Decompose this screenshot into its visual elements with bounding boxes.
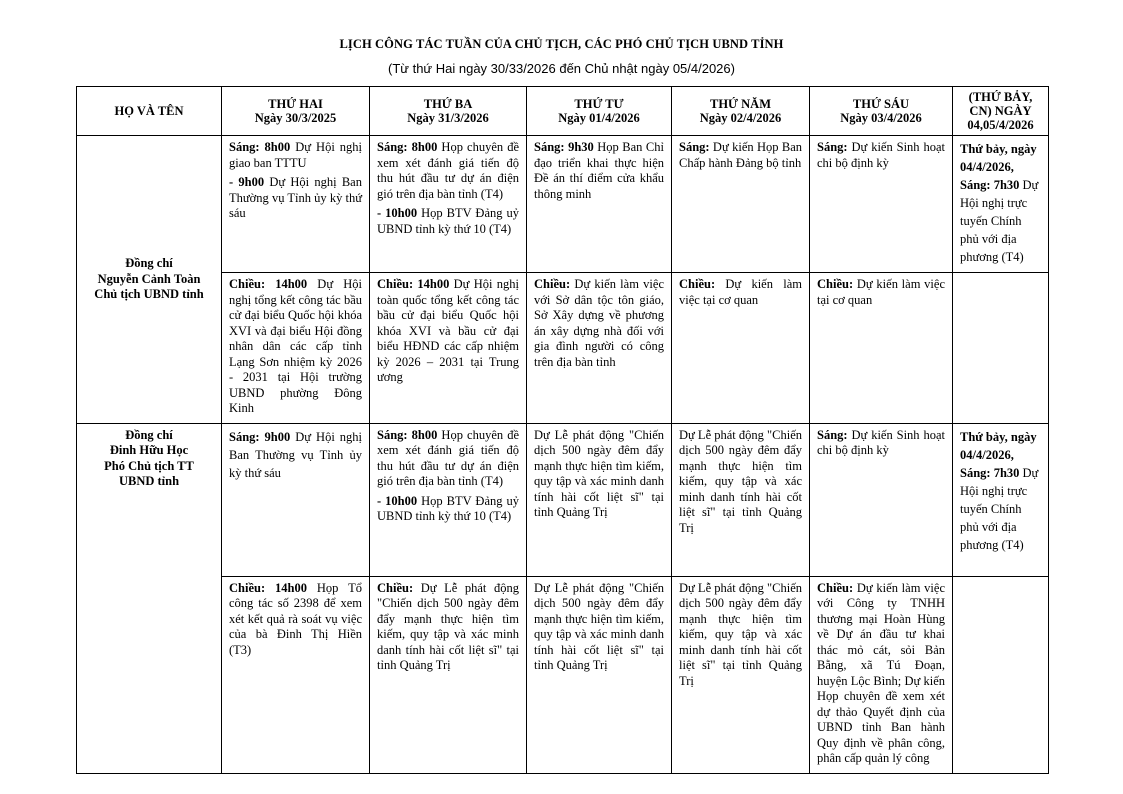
schedule-cell: Sáng: 9h30 Họp Ban Chỉ đạo triển khai thực hiện Đề án thí điểm cửa khẩu thông minh	[527, 136, 672, 273]
table-row	[77, 423, 1049, 576]
header-wednesday	[527, 87, 672, 136]
schedule-cell: Thứ bảy, ngày 04/4/2026, Sáng: 7h30 Dự Hội nghị trực tuyến Chính phủ với địa phương (T4)	[953, 423, 1049, 576]
schedule-cell: Sáng: 9h00 Dự Hội nghị Ban Thường vụ Tỉnh ủy kỳ thứ sáu	[222, 423, 370, 576]
header-day: THỨ NĂM	[710, 97, 771, 111]
person-name-cell	[77, 423, 222, 773]
table-row	[77, 576, 1049, 773]
schedule-cell: Chiều: Dự kiến làm việc tại cơ quan	[810, 273, 953, 424]
schedule-cell: Sáng: Dự kiến Sinh hoạt chi bộ định kỳ	[810, 423, 953, 576]
header-date: Ngày 02/4/2026	[699, 111, 782, 125]
person-position: Phó Chủ tịch TT	[104, 458, 194, 473]
table-row	[77, 136, 1049, 273]
person-name-cell	[77, 136, 222, 424]
page-subtitle: (Từ thứ Hai ngày 30/33/2026 đến Chủ nhật ngày 05/4/2026)	[388, 61, 735, 76]
schedule-cell: Sáng: Dự kiến Họp Ban Chấp hành Đảng bộ tỉnh	[672, 136, 810, 273]
schedule-cell: Chiều: Dự kiến làm việc với Công ty TNHH thương mại Hoàn Hùng về Dự án đầu tư khai thác mỏ cát, sỏi Bản Bằng, xã Tú Đoạn, huyện Lộc Bình; Dự kiến Họp chuyên đề xem xét dự thảo Quyết định của UBND tỉnh Ban hành Quy định về phân công, phân cấp quản lý công	[810, 576, 953, 773]
header-day: (THỨ BẢY, CN) NGÀY	[968, 90, 1033, 118]
header-day: THỨ TƯ	[574, 97, 624, 111]
person-name: Nguyễn Cảnh Toàn	[97, 271, 201, 286]
schedule-cell-empty	[953, 576, 1049, 773]
schedule-cell: Dự Lễ phát động "Chiến dịch 500 ngày đêm đẩy mạnh thực hiện tìm kiếm, quy tập và xác minh danh tính hài cốt liệt sĩ" tại tỉnh Quảng Trị	[527, 576, 672, 773]
header-tuesday	[370, 87, 527, 136]
header-thursday	[672, 87, 810, 136]
header-date: Ngày 01/4/2026	[558, 111, 640, 125]
schedule-cell: Sáng: Dự kiến Sinh hoạt chi bộ định kỳ	[810, 136, 953, 273]
schedule-cell: Sáng: 8h00 Họp chuyên đề xem xét đánh giá tiến độ thu hút đầu tư dự án điện gió trên địa bàn tỉnh (T4) - 10h00 Họp BTV Đảng uỷ UBND tỉnh kỳ thứ 10 (T4)	[370, 136, 527, 273]
person-title: Đồng chí	[125, 256, 173, 270]
person-position: Chủ tịch UBND tỉnh	[94, 287, 204, 301]
schedule-cell: Dự Lễ phát động "Chiến dịch 500 ngày đêm đẩy mạnh thực hiện tìm kiếm, quy tập và xác minh danh tính hài cốt liệt sĩ" tại tỉnh Quảng Trị	[527, 423, 672, 576]
schedule-cell: Sáng: 8h00 Dự Hội nghị giao ban TTTU - 9h00 Dự Hội nghị Ban Thường vụ Tỉnh ủy kỳ thứ sáu	[222, 136, 370, 273]
schedule-cell: Chiều: 14h00 Dự Hội nghị toàn quốc tổng kết công tác bầu cử đại biểu Quốc hội khóa XVI và bầu cử đại biểu HĐND các cấp nhiệm kỳ 2026 – 2031 tại Trung ương	[370, 273, 527, 424]
schedule-cell: Chiều: 14h00 Dự Hội nghị tổng kết công tác bầu cử đại biểu Quốc hội khóa XVI và đại biểu Hội đồng nhân dân các cấp tỉnh Lạng Sơn nhiệm kỳ 2026 - 2031 tại Hội trường UBND phường Đông Kinh	[222, 273, 370, 424]
schedule-cell: Dự Lễ phát động "Chiến dịch 500 ngày đêm đẩy mạnh thực hiện tìm kiếm, quy tập và xác minh danh tính hài cốt liệt sĩ" tại tỉnh Quảng Trị	[672, 423, 810, 576]
header-day: THỨ HAI	[268, 97, 323, 111]
header-monday	[222, 87, 370, 136]
page-title: LỊCH CÔNG TÁC TUẦN CỦA CHỦ TỊCH, CÁC PHÓ CHỦ TỊCH UBND TỈNH	[339, 37, 784, 51]
schedule-cell: Sáng: 8h00 Họp chuyên đề xem xét đánh giá tiến độ thu hút đầu tư dự án điện gió trên địa bàn tỉnh (T4) - 10h00 Họp BTV Đảng uỷ UBND tỉnh kỳ thứ 10 (T4)	[370, 423, 527, 576]
header-date: Ngày 30/3/2025	[254, 111, 337, 125]
schedule-cell: Dự Lễ phát động "Chiến dịch 500 ngày đêm đẩy mạnh thực hiện tìm kiếm, quy tập và xác minh danh tính hài cốt liệt sĩ" tại tỉnh Quảng Trị	[672, 576, 810, 773]
header-friday	[810, 87, 953, 136]
schedule-table	[76, 86, 1049, 774]
person-name: Đinh Hữu Học	[109, 443, 189, 457]
schedule-cell: Thứ bảy, ngày 04/4/2026, Sáng: 7h30 Dự Hội nghị trực tuyến Chính phủ với địa phương (T4)	[953, 136, 1049, 273]
schedule-cell: Chiều: 14h00 Họp Tổ công tác số 2398 để xem xét kết quả rà soát vụ việc của bà Đinh Thị Hiền (T3)	[222, 576, 370, 773]
header-day: THỨ SÁU	[852, 97, 910, 111]
person-position: UBND tỉnh	[118, 474, 180, 488]
header-name: HỌ VÀ TÊN	[77, 87, 222, 136]
person-title: Đồng chí	[125, 427, 173, 442]
schedule-cell: Chiều: Dự kiến làm việc tại cơ quan	[672, 273, 810, 424]
header-weekend	[953, 87, 1049, 136]
header-date: 04,05/4/2026	[967, 118, 1034, 132]
header-row	[77, 87, 1049, 136]
header-day: THỨ BA	[423, 97, 473, 111]
table-row	[77, 273, 1049, 424]
schedule-cell: Chiều: Dự kiến làm việc với Sở dân tộc tôn giáo, Sở Xây dựng về phương án xây dựng nhà đối với gia đình người có công trên địa bàn tỉnh	[527, 273, 672, 424]
header-date: Ngày 31/3/2026	[407, 111, 489, 125]
schedule-cell: Chiều: Dự Lễ phát động "Chiến dịch 500 ngày đêm đẩy mạnh thực hiện tìm kiếm, quy tập và xác minh danh tính hài cốt liệt sĩ" tại tỉnh Quảng Trị	[370, 576, 527, 773]
schedule-cell-empty	[953, 273, 1049, 424]
header-date: Ngày 03/4/2026	[840, 111, 922, 125]
